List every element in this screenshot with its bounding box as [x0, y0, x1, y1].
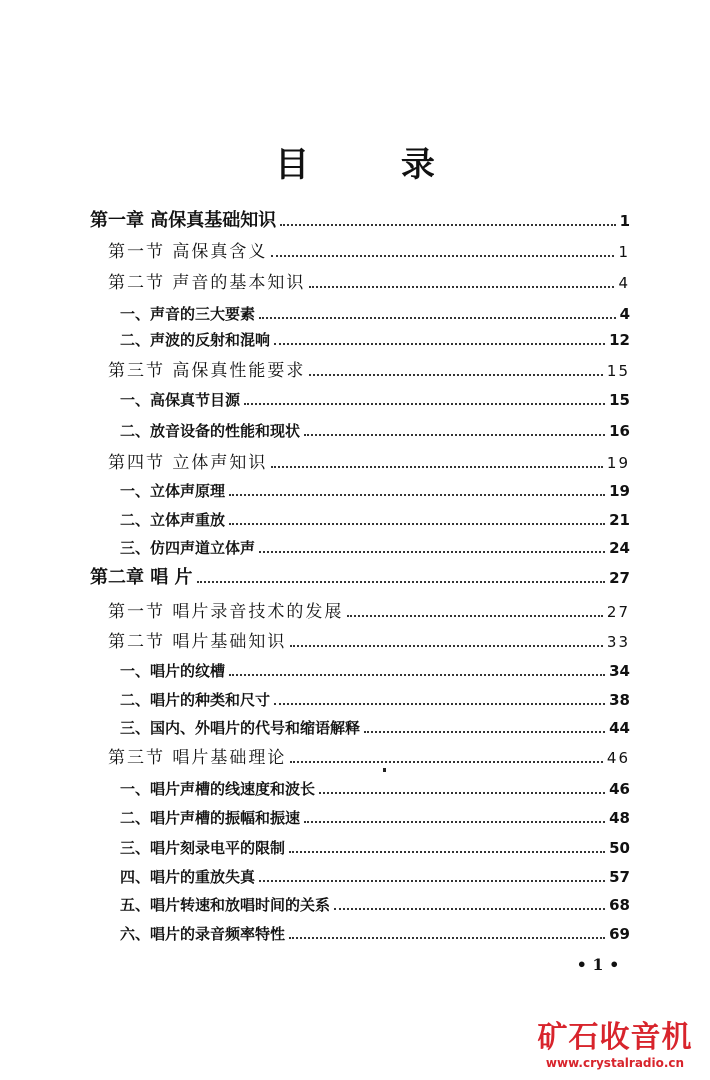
toc-entry-page: 27	[606, 603, 630, 621]
toc-entry-page: 1	[619, 212, 630, 230]
toc-entry-label: 一、声音的三大要素	[120, 305, 256, 323]
toc-entry-page: 48	[609, 809, 630, 827]
toc-leader-dots	[290, 645, 603, 647]
toc-leader-dots	[229, 494, 605, 496]
toc-entry	[120, 476, 630, 506]
toc-entry	[108, 597, 630, 627]
toc-entry-label: 二、唱片声槽的振幅和振速	[120, 809, 301, 827]
toc-leader-dots	[271, 466, 603, 468]
toc-entry-page: 27	[609, 569, 630, 587]
toc-leader-dots	[280, 224, 615, 226]
toc-leader-dots	[309, 374, 603, 376]
scan-speck	[383, 768, 386, 772]
toc-entry-label: 第二章 唱 片	[90, 567, 193, 588]
toc-leader-dots	[274, 343, 605, 345]
toc-entry-label: 第一节 高保真含义	[108, 242, 268, 262]
toc-entry	[108, 627, 630, 657]
toc-entry-label: 二、唱片的种类和尺寸	[120, 691, 271, 709]
toc-entry-page: 44	[609, 719, 630, 737]
toc-leader-dots	[289, 851, 605, 853]
toc-entry-page: 12	[609, 331, 630, 349]
toc-leader-dots	[271, 255, 614, 257]
toc-entry-page: 46	[609, 780, 630, 798]
toc-entry-page: 57	[609, 868, 630, 886]
toc-entry	[90, 563, 630, 593]
watermark-logo: 矿石收音机	[537, 1020, 693, 1055]
toc-entry-page: 34	[609, 662, 630, 680]
toc-entry-label: 第二节 唱片基础知识	[108, 632, 287, 652]
toc-entry-page: 19	[609, 482, 630, 500]
toc-leader-dots	[229, 674, 605, 676]
toc-entry-page: 16	[609, 422, 630, 440]
toc-entry-page: 4	[618, 274, 630, 292]
watermark	[530, 1020, 700, 1070]
page-title: 目 录	[275, 145, 475, 185]
toc-entry	[120, 713, 630, 743]
toc-entry	[120, 774, 630, 804]
toc-leader-dots	[259, 317, 616, 319]
toc-entry	[120, 862, 630, 892]
toc-entry	[120, 325, 630, 355]
toc-entry-label: 第三节 唱片基础理论	[108, 748, 287, 768]
toc-entry	[120, 685, 630, 715]
toc-entry-page: 4	[619, 305, 630, 323]
toc-entry-label: 三、唱片刻录电平的限制	[120, 839, 286, 857]
toc-entry-page: 38	[609, 691, 630, 709]
toc-entry	[108, 268, 630, 298]
toc-entry-page: 21	[609, 511, 630, 529]
toc-leader-dots	[304, 821, 605, 823]
toc-entry-page: 24	[609, 539, 630, 557]
toc-leader-dots	[290, 761, 603, 763]
toc-entry-label: 第一章 高保真基础知识	[90, 210, 277, 231]
toc-entry	[120, 803, 630, 833]
toc-entry-label: 第二节 声音的基本知识	[108, 273, 306, 293]
toc-entry	[120, 890, 630, 920]
toc-entry-label: 二、立体声重放	[120, 511, 226, 529]
toc-leader-dots	[347, 615, 603, 617]
toc-entry	[120, 919, 630, 949]
toc-entry-label: 第三节 高保真性能要求	[108, 361, 306, 381]
toc-entry-label: 四、唱片的重放失真	[120, 868, 256, 886]
toc-entry-label: 一、唱片的纹槽	[120, 662, 226, 680]
toc-entry	[120, 416, 630, 446]
toc-entry	[120, 505, 630, 535]
toc-entry	[108, 356, 630, 386]
toc-leader-dots	[334, 908, 605, 910]
watermark-url: www.crystalradio.cn	[545, 1056, 685, 1070]
toc-leader-dots	[244, 403, 605, 405]
toc-entry-page: 33	[606, 633, 630, 651]
toc-leader-dots	[364, 731, 605, 733]
toc-entry-label: 一、唱片声槽的线速度和波长	[120, 780, 316, 798]
toc-entry-label: 三、国内、外唱片的代号和缩语解释	[120, 719, 361, 737]
toc-leader-dots	[319, 792, 605, 794]
toc-entry	[90, 206, 630, 236]
toc-entry-page: 68	[609, 896, 630, 914]
toc-entry	[108, 743, 630, 773]
toc-entry-label: 第四节 立体声知识	[108, 453, 268, 473]
toc-entry-page: 1	[618, 243, 630, 261]
toc-leader-dots	[197, 581, 606, 583]
toc-entry-page: 69	[609, 925, 630, 943]
toc-entry-page: 15	[609, 391, 630, 409]
toc-entry-page: 15	[606, 362, 630, 380]
toc-leader-dots	[229, 523, 605, 525]
toc-entry-label: 三、仿四声道立体声	[120, 539, 256, 557]
page-number: • 1 •	[576, 955, 620, 974]
toc-entry-label: 第一节 唱片录音技术的发展	[108, 602, 344, 622]
toc-entry	[120, 533, 630, 563]
toc-entry-label: 二、声波的反射和混响	[120, 331, 271, 349]
toc-entry	[120, 385, 630, 415]
toc-entry	[120, 656, 630, 686]
toc-entry-page: 46	[606, 749, 630, 767]
toc-leader-dots	[259, 880, 605, 882]
toc-leader-dots	[289, 937, 605, 939]
toc-entry-label: 二、放音设备的性能和现状	[120, 422, 301, 440]
toc-leader-dots	[274, 703, 605, 705]
toc-leader-dots	[309, 286, 614, 288]
toc-entry-page: 50	[609, 839, 630, 857]
toc-entry	[120, 833, 630, 863]
toc-leader-dots	[259, 551, 605, 553]
toc-entry-label: 六、唱片的录音频率特性	[120, 925, 286, 943]
toc-entry-label: 一、立体声原理	[120, 482, 226, 500]
toc-entry-label: 一、高保真节目源	[120, 391, 241, 409]
toc-leader-dots	[304, 434, 605, 436]
toc-entry	[108, 237, 630, 267]
toc-entry-page: 19	[606, 454, 630, 472]
toc-entry	[108, 448, 630, 478]
toc-entry-label: 五、唱片转速和放唱时间的关系	[120, 896, 331, 914]
